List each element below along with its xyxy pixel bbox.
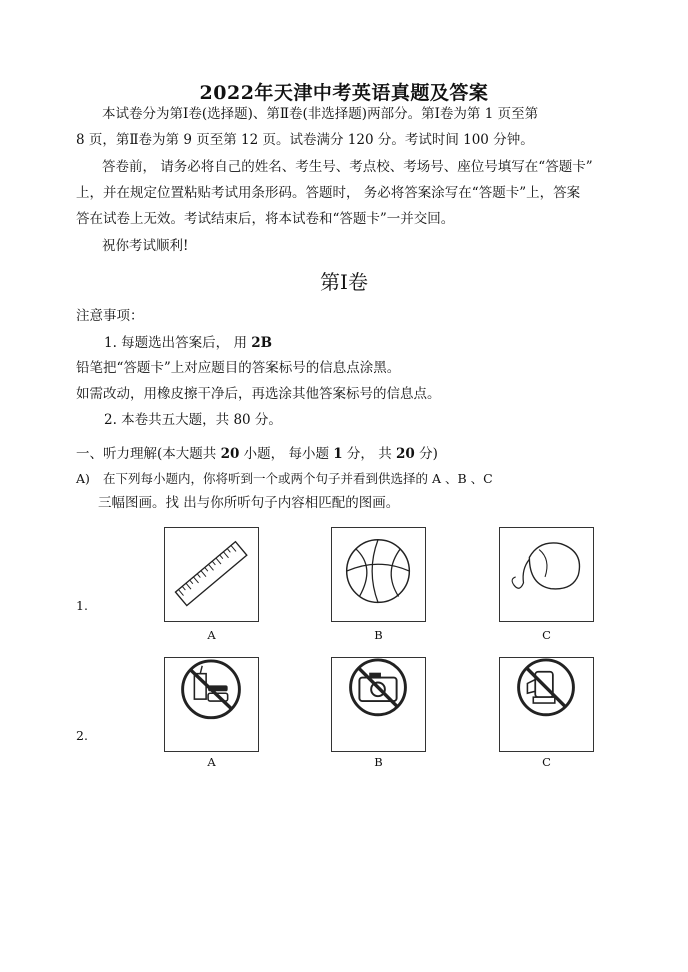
question-number: 2.	[76, 728, 88, 743]
part-label: A)	[76, 471, 90, 486]
notes-item-1-line-3: 如需改动，用橡皮擦干净后，再选涂其他答案标号的信息点。	[76, 386, 441, 402]
listening-heading	[76, 444, 438, 464]
no-camera-icon	[332, 658, 425, 751]
intro-line-2: 8 页，第Ⅱ卷为第 9 页至第 12 页。试卷满分 120 分。考试时间 100 分钟。	[76, 132, 534, 148]
option-label: C	[542, 628, 551, 642]
option-picture-2b[interactable]	[331, 657, 426, 752]
part-instruction-line-1: 在下列每小题内，你将听到一个或两个句子并看到供选择的 A 、B 、C	[103, 471, 493, 486]
listening-count: 20	[220, 446, 240, 462]
intro-line-3: 答卷前， 请务必将自己的姓名、考生号、考点校、考场号、座位号填写在“答题卡”	[102, 159, 593, 175]
option-picture-1b[interactable]	[331, 527, 426, 622]
intro-line-6: 祝你考试顺利!	[102, 238, 189, 254]
option-picture-1a[interactable]	[164, 527, 259, 622]
listening-heading-part: 分， 共	[342, 446, 397, 462]
notes-item-2: 2. 本卷共五大题，共 80 分。	[104, 412, 282, 428]
listening-heading-part: 一、听力理解(本大题共	[76, 446, 221, 462]
listening-points-each: 1	[333, 446, 343, 462]
listening-points-total: 20	[396, 446, 415, 462]
intro-line-1: 本试卷分为第Ⅰ卷(选择题)、第Ⅱ卷(非选择题)两部分。第Ⅰ卷为第 1 页至第	[102, 106, 539, 122]
no-food-drink-icon	[165, 658, 258, 751]
document-title: 2022年天津中考英语真题及答案	[199, 82, 489, 104]
part-instruction-line-2: 三幅图画。找 出与你所听句子内容相匹配的图画。	[98, 495, 400, 511]
option-label: B	[374, 628, 383, 642]
option-label: C	[542, 755, 551, 769]
ruler-icon	[165, 528, 258, 621]
option-label: A	[207, 755, 216, 769]
listening-heading-part: 分)	[414, 446, 438, 462]
option-label: A	[207, 628, 216, 642]
computer-mouse-icon	[500, 528, 593, 621]
notes-heading: 注意事项：	[76, 308, 144, 324]
listening-heading-part: 小题， 每小题	[239, 446, 334, 462]
section-title: 第Ⅰ卷	[320, 270, 368, 294]
option-picture-1c[interactable]	[499, 527, 594, 622]
notes-item-1-text: 1. 每题选出答案后， 用	[104, 335, 252, 351]
question-number: 1.	[76, 598, 88, 613]
no-liquids-icon	[500, 658, 593, 751]
notes-item-1-pencil: 2B	[251, 335, 273, 351]
option-picture-2a[interactable]	[164, 657, 259, 752]
intro-line-5: 答在试卷上无效。考试结束后，将本试卷和“答题卡”一并交回。	[76, 211, 455, 227]
option-label: B	[374, 755, 383, 769]
basketball-icon	[332, 528, 425, 621]
notes-item-1	[104, 333, 272, 353]
notes-item-1-line-2: 铅笔把“答题卡”上对应题目的答案标号的信息点涂黑。	[76, 360, 401, 376]
option-picture-2c[interactable]	[499, 657, 594, 752]
intro-line-4: 上，并在规定位置粘贴考试用条形码。答题时， 务必将答案涂写在“答题卡”上，答案	[76, 185, 581, 201]
